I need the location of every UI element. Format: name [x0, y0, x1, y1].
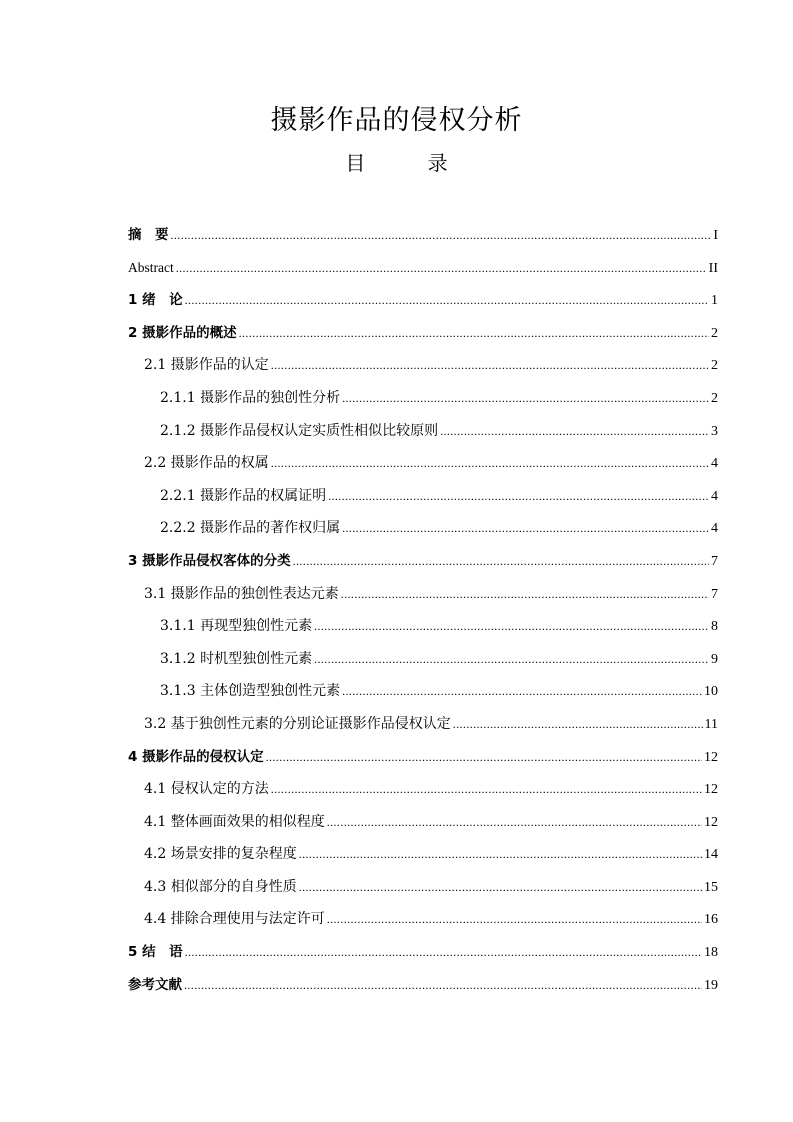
- toc-entry-label: 2 摄影作品的概述: [128, 324, 237, 341]
- toc-entry-label: 4.2 场景安排的复杂程度: [144, 846, 297, 863]
- toc-entry-label: 参考文献: [128, 976, 182, 993]
- toc-entry[interactable]: [128, 838, 718, 871]
- toc-entry-page-number: 4: [711, 456, 718, 472]
- toc-entry[interactable]: [128, 675, 718, 708]
- toc-dot-leader: [299, 838, 702, 871]
- toc-entry[interactable]: [128, 610, 718, 643]
- toc-entry[interactable]: [128, 741, 718, 774]
- toc-entry-label: 3.1.2 时机型独创性元素: [160, 650, 313, 667]
- toc-dot-leader: [271, 447, 709, 480]
- toc-entry-page-number: 18: [704, 945, 718, 961]
- toc-entry-page-number: I: [713, 228, 718, 243]
- document-title: 摄影作品的侵权分析: [270, 105, 523, 136]
- toc-entry[interactable]: [128, 317, 718, 350]
- toc-dot-leader: [266, 741, 702, 774]
- toc-entry-page-number: 4: [711, 521, 718, 537]
- toc-entry[interactable]: [128, 512, 718, 545]
- toc-entry-page-number: 12: [704, 782, 718, 798]
- toc-dot-leader: [184, 969, 702, 1002]
- toc-entry-label: 3 摄影作品侵权客体的分类: [128, 552, 291, 569]
- toc-dot-leader: [176, 252, 707, 285]
- toc-entry-page-number: II: [708, 260, 718, 276]
- toc-entry-page-number: 4: [711, 488, 718, 504]
- toc-entry[interactable]: [128, 415, 718, 448]
- toc-entry-page-number: 12: [704, 749, 718, 765]
- toc-entry-label: 2.2.2 摄影作品的著作权归属: [160, 520, 341, 537]
- toc-entry-page-number: 16: [704, 912, 718, 928]
- toc-entry[interactable]: [128, 643, 718, 676]
- toc-entry-label: 3.1.1 再现型独创性元素: [160, 618, 313, 635]
- toc-entry-label: 2.2 摄影作品的权属: [144, 455, 269, 472]
- toc-entry[interactable]: [128, 447, 718, 480]
- toc-dot-leader: [239, 317, 709, 350]
- toc-entry[interactable]: [128, 903, 718, 936]
- toc-dot-leader: [314, 610, 709, 643]
- toc-entry-label: 2.1 摄影作品的认定: [144, 357, 269, 374]
- toc-dot-leader: [453, 708, 703, 741]
- toc-dot-leader: [185, 284, 709, 317]
- toc-entry[interactable]: [128, 708, 718, 741]
- toc-entry-page-number: 14: [704, 847, 718, 863]
- toc-entry[interactable]: [128, 969, 718, 1002]
- toc-entry-label: 4 摄影作品的侵权认定: [128, 748, 264, 765]
- toc-dot-leader: [293, 545, 709, 578]
- toc-entry[interactable]: [128, 871, 718, 904]
- toc-entry-label: 2.1.1 摄影作品的独创性分析: [160, 389, 341, 406]
- toc-entry-page-number: 2: [711, 358, 718, 374]
- toc-dot-leader: [299, 871, 702, 904]
- toc-dot-leader: [271, 773, 702, 806]
- toc-dot-leader: [342, 512, 709, 545]
- toc-dot-leader: [342, 675, 702, 708]
- toc-entry-page-number: 19: [704, 977, 718, 993]
- toc-entry-label: 4.3 相似部分的自身性质: [144, 878, 297, 895]
- toc-entry-label: 5 结 语: [128, 944, 183, 961]
- toc-dot-leader: [342, 382, 709, 415]
- toc-entry-label: 3.2 基于独创性元素的分别论证摄影作品侵权认定: [144, 715, 451, 732]
- toc-dot-leader: [328, 480, 709, 513]
- toc-entry-page-number: 15: [704, 879, 718, 895]
- toc-entry-page-number: 11: [704, 716, 718, 732]
- toc-entry[interactable]: [128, 806, 718, 839]
- toc-entry-page-number: 2: [711, 325, 718, 341]
- toc-entry-label: 2.2.1 摄影作品的权属证明: [160, 487, 327, 504]
- toc-entry-label: Abstract: [128, 259, 174, 275]
- toc-entry[interactable]: [128, 578, 718, 611]
- toc-entry[interactable]: [128, 284, 718, 317]
- toc-dot-leader: [314, 643, 709, 676]
- toc-entry-page-number: 8: [711, 619, 718, 635]
- toc-entry[interactable]: [128, 252, 718, 285]
- toc-entry-page-number: 12: [704, 814, 718, 830]
- toc-dot-leader: [185, 936, 702, 969]
- toc-dot-leader: [440, 415, 709, 448]
- toc-entry-page-number: 7: [711, 553, 718, 569]
- toc-entry[interactable]: [128, 545, 718, 578]
- toc-entry[interactable]: [128, 480, 718, 513]
- toc-entry-label: 2.1.2 摄影作品侵权认定实质性相似比较原则: [160, 422, 439, 439]
- toc-entry-page-number: 10: [704, 684, 718, 700]
- toc-entry[interactable]: [128, 936, 718, 969]
- toc-entry-page-number: 2: [711, 390, 718, 406]
- toc-dot-leader: [271, 349, 709, 382]
- toc-entry-label: 3.1.3 主体创造型独创性元素: [160, 683, 341, 700]
- toc-entry[interactable]: [128, 349, 718, 382]
- toc-dot-leader: [327, 806, 702, 839]
- toc-entry-page-number: 1: [711, 293, 718, 309]
- toc-entry-label: 4.4 排除合理使用与法定许可: [144, 911, 325, 928]
- toc-dot-leader: [327, 903, 702, 936]
- toc-entry-label: 4.1 整体画面效果的相似程度: [144, 813, 325, 830]
- table-of-contents: [128, 219, 718, 1001]
- toc-entry[interactable]: [128, 773, 718, 806]
- toc-entry-page-number: 3: [711, 423, 718, 439]
- toc-dot-leader: [341, 578, 709, 611]
- toc-entry-label: 4.1 侵权认定的方法: [144, 781, 269, 798]
- toc-entry[interactable]: [128, 382, 718, 415]
- toc-entry-page-number: 9: [711, 651, 718, 667]
- toc-entry-label: 1 绪 论: [128, 292, 183, 309]
- toc-entry-page-number: 7: [711, 586, 718, 602]
- toc-entry-label: 3.1 摄影作品的独创性表达元素: [144, 585, 339, 602]
- toc-dot-leader: [171, 219, 712, 252]
- toc-heading: 目 录: [345, 151, 448, 175]
- toc-entry-label: 摘 要: [128, 227, 169, 243]
- toc-entry[interactable]: [128, 219, 718, 252]
